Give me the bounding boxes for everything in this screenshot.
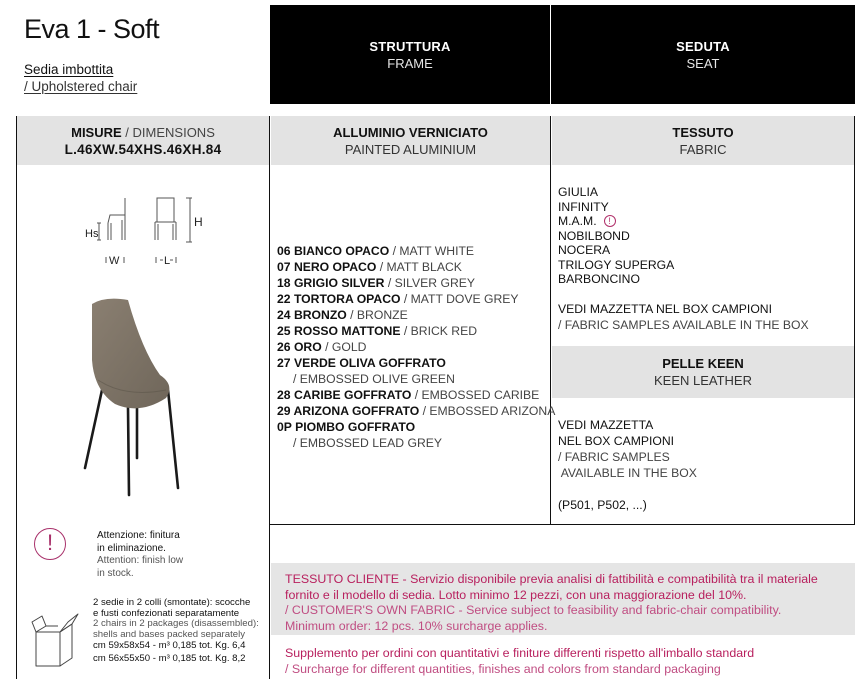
customer-fabric-note (271, 563, 855, 635)
finish-item: 18 GRIGIO SILVER / SILVER GREY (277, 276, 476, 290)
fabric-samples-note (558, 301, 809, 333)
leather-samples-note (558, 417, 697, 513)
leather-label-it: PELLE KEEN (662, 356, 744, 371)
finish-item: 07 NERO OPACO / MATT BLACK (277, 260, 462, 274)
product-title: Eva 1 - Soft (24, 14, 160, 44)
dimensions-code: L.46XW.54XHS.46XH.84 (64, 141, 222, 157)
seat-label-en: SEAT (686, 55, 720, 71)
fabric-samples-en: / FABRIC SAMPLES AVAILABLE IN THE BOX (558, 318, 809, 332)
fabric-list (558, 185, 674, 287)
frame-material-it: ALLUMINIO VERNICIATO (333, 124, 488, 140)
finish-item-en: / EMBOSSED OLIVE GREEN (293, 372, 455, 386)
subtitle-it[interactable]: Sedia imbottita (24, 62, 114, 77)
table-divider-left (269, 116, 270, 679)
customer-fabric-en-1: / CUSTOMER'S OWN FABRIC - Service subject to feasibility and fabric-chair compatibility. (285, 603, 782, 617)
fabric-item: NOBILBOND (558, 228, 630, 243)
warning-it-1: Attenzione: finitura (97, 530, 180, 541)
fabric-item: TRILOGY SUPERGA (558, 257, 675, 272)
supplement-note (285, 646, 754, 677)
leather-label-en: KEEN LEATHER (653, 373, 752, 388)
leather-samples-it-2: NEL BOX CAMPIONI (558, 434, 675, 448)
product-subtitle (24, 61, 137, 95)
finish-item: 22 TORTORA OPACO / MATT DOVE GREY (277, 292, 519, 306)
packaging-info (93, 598, 265, 665)
frame-label-en: FRAME (387, 55, 433, 71)
supplement-it: Supplemento per ordini con quantitativi e finiture differenti rispetto all'imballo standard (285, 646, 755, 660)
subtitle-en[interactable]: / Upholstered chair (24, 79, 138, 94)
finish-item: 06 BIANCO OPACO / MATT WHITE (277, 244, 475, 258)
fabric-item: INFINITY (558, 199, 609, 214)
customer-fabric-en-2: Minimum order: 12 pcs. 10% surcharge applies. (285, 618, 548, 633)
exclamation-circle-icon: ! (34, 528, 66, 560)
dimensions-label-it: MISURE (71, 124, 122, 140)
fabric-item: GIULIA (558, 185, 598, 199)
finish-item-en: / EMBOSSED LEAD GREY (293, 436, 442, 450)
finish-item: 28 CARIBE GOFFRATO / EMBOSSED CARIBE (277, 388, 540, 402)
packaging-dim-2: cm 56x55x50 - m³ 0,185 tot. Kg. 8,2 (93, 652, 246, 664)
chair-image (80, 290, 180, 500)
seat-label-it: SEDUTA (676, 38, 730, 54)
seat-column-header (551, 5, 855, 104)
warning-icon: ! (604, 215, 616, 227)
warning-en-1: Attention: finish low (97, 555, 184, 566)
packaging-en-1: 2 chairs in 2 packages (disassembled): (93, 618, 259, 630)
finish-item: 29 ARIZONA GOFFRATO / EMBOSSED ARIZONA (277, 404, 556, 418)
frame-material-header (271, 116, 550, 165)
warning-en-2: in stock. (97, 567, 134, 579)
frame-label-it: STRUTTURA (369, 38, 451, 54)
diagram-label-h: H (194, 215, 203, 229)
fabric-item: M.A.M. ! (558, 214, 674, 229)
dimensions-header (17, 116, 269, 165)
warning-it-2: in eliminazione. (97, 542, 166, 554)
fabric-item: NOCERA (558, 243, 611, 257)
fabric-label-en: FABRIC (679, 141, 727, 157)
dimension-diagram (80, 190, 210, 270)
finish-item: 25 ROSSO MATTONE / BRICK RED (277, 324, 478, 338)
leather-samples-it-1: VEDI MAZZETTA (558, 418, 654, 432)
diagram-label-hs: Hs (85, 228, 99, 240)
diagram-label-w: W (109, 255, 120, 267)
leather-samples-en-2: AVAILABLE IN THE BOX (558, 466, 697, 480)
leather-codes: (P501, P502, ...) (558, 498, 647, 512)
fabric-header (552, 116, 854, 165)
fabric-samples-it: VEDI MAZZETTA NEL BOX CAMPIONI (558, 302, 772, 316)
supplement-en: / Surcharge for different quantities, finishes and colors from standard packaging (285, 661, 721, 676)
finish-item: 27 VERDE OLIVA GOFFRATO (277, 356, 446, 370)
fabric-label-it: TESSUTO (672, 124, 734, 140)
leather-header (552, 346, 854, 398)
box-icon (30, 612, 82, 668)
finish-item: 26 ORO / GOLD (277, 340, 367, 354)
finish-item: 0P PIOMBO GOFFRATO (277, 420, 416, 434)
frame-finish-list (277, 243, 555, 451)
leather-samples-en-1: / FABRIC SAMPLES (558, 450, 670, 464)
fabric-item: BARBONCINO (558, 272, 640, 286)
packaging-it-2: e fusti confezionati separatamente (93, 607, 240, 619)
packaging-dim-1: cm 59x58x54 - m³ 0,185 tot. Kg. 6,4 (93, 640, 246, 652)
frame-column-header (270, 5, 550, 104)
customer-fabric-it-1: TESSUTO CLIENTE - Servizio disponibile previa analisi di fattibilità e compatibilità tra il materiale (285, 572, 818, 586)
diagram-label-l: L (164, 255, 171, 267)
packaging-en-2: shells and bases packed separately (93, 628, 245, 640)
customer-fabric-it-2: fornito e il modello di sedia. Lotto minimo 12 pezzi, con una maggiorazione del 10%. (285, 587, 747, 602)
table-border-left (16, 116, 17, 679)
warning-note (97, 530, 183, 580)
frame-material-en: PAINTED ALUMINIUM (344, 141, 477, 157)
dimensions-label-en: / DIMENSIONS (125, 124, 215, 140)
packaging-it-1: 2 sedie in 2 colli (smontate): scocche (93, 597, 251, 608)
finish-item: 24 BRONZO / BRONZE (277, 308, 408, 322)
table-divider-bottom (269, 524, 855, 525)
